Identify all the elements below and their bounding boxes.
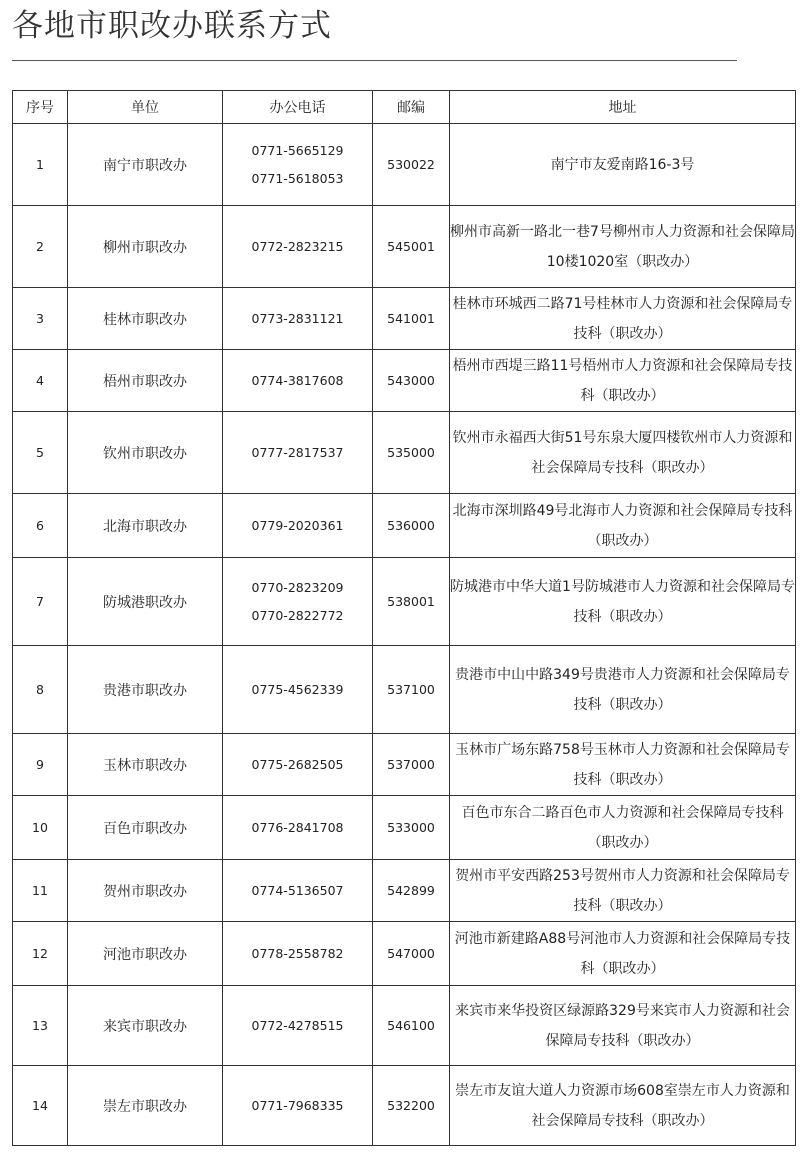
table-row bbox=[13, 558, 796, 646]
table-row bbox=[13, 734, 796, 796]
cell-unit: 柳州市职改办 bbox=[68, 206, 223, 288]
phone-number: 0772-2823215 bbox=[251, 238, 344, 254]
table-header-row bbox=[13, 91, 796, 124]
cell-zip: 547000 bbox=[373, 922, 450, 986]
cell-seq: 8 bbox=[13, 646, 68, 734]
cell-unit: 崇左市职改办 bbox=[68, 1066, 223, 1146]
cell-phone bbox=[223, 124, 373, 206]
phone-number: 0774-3817608 bbox=[251, 372, 344, 388]
cell-phone bbox=[223, 646, 373, 734]
cell-phone bbox=[223, 734, 373, 796]
cell-phone bbox=[223, 796, 373, 860]
cell-unit: 贵港市职改办 bbox=[68, 646, 223, 734]
table-row bbox=[13, 288, 796, 350]
cell-zip: 533000 bbox=[373, 796, 450, 860]
cell-seq: 3 bbox=[13, 288, 68, 350]
cell-seq: 11 bbox=[13, 860, 68, 922]
cell-zip: 536000 bbox=[373, 494, 450, 558]
cell-seq: 1 bbox=[13, 124, 68, 206]
cell-address: 贵港市中山中路349号贵港市人力资源和社会保障局专技科（职改办） bbox=[450, 646, 796, 734]
cell-unit: 玉林市职改办 bbox=[68, 734, 223, 796]
table-row bbox=[13, 350, 796, 412]
cell-address: 来宾市来华投资区绿源路329号来宾市人力资源和社会保障局专技科（职改办） bbox=[450, 986, 796, 1066]
cell-address: 柳州市高新一路北一巷7号柳州市人力资源和社会保障局10楼1020室（职改办） bbox=[450, 206, 796, 288]
table-row bbox=[13, 646, 796, 734]
cell-address: 梧州市西堤三路11号梧州市人力资源和社会保障局专技科（职改办） bbox=[450, 350, 796, 412]
cell-phone bbox=[223, 494, 373, 558]
cell-address: 崇左市友谊大道人力资源市场608室崇左市人力资源和社会保障局专技科（职改办） bbox=[450, 1066, 796, 1146]
cell-zip: 537000 bbox=[373, 734, 450, 796]
table-row bbox=[13, 1066, 796, 1146]
cell-unit: 河池市职改办 bbox=[68, 922, 223, 986]
cell-unit: 贺州市职改办 bbox=[68, 860, 223, 922]
cell-phone bbox=[223, 412, 373, 494]
cell-unit: 来宾市职改办 bbox=[68, 986, 223, 1066]
header-zip: 邮编 bbox=[373, 91, 450, 124]
cell-phone bbox=[223, 860, 373, 922]
cell-phone bbox=[223, 558, 373, 646]
cell-address: 玉林市广场东路758号玉林市人力资源和社会保障局专技科（职改办） bbox=[450, 734, 796, 796]
cell-zip: 545001 bbox=[373, 206, 450, 288]
cell-seq: 2 bbox=[13, 206, 68, 288]
table-body bbox=[13, 124, 796, 1146]
cell-address: 河池市新建路A88号河池市人力资源和社会保障局专技科（职改办） bbox=[450, 922, 796, 986]
header-phone: 办公电话 bbox=[223, 91, 373, 124]
table-row bbox=[13, 124, 796, 206]
cell-zip: 530022 bbox=[373, 124, 450, 206]
cell-seq: 9 bbox=[13, 734, 68, 796]
header-unit: 单位 bbox=[68, 91, 223, 124]
cell-address: 北海市深圳路49号北海市人力资源和社会保障局专技科（职改办） bbox=[450, 494, 796, 558]
cell-seq: 12 bbox=[13, 922, 68, 986]
cell-zip: 532200 bbox=[373, 1066, 450, 1146]
table-row bbox=[13, 922, 796, 986]
phone-number: 0771-5618053 bbox=[251, 170, 344, 186]
cell-address: 桂林市环城西二路71号桂林市人力资源和社会保障局专技科（职改办） bbox=[450, 288, 796, 350]
cell-seq: 4 bbox=[13, 350, 68, 412]
cell-phone bbox=[223, 350, 373, 412]
page-title: 各地市职改办联系方式 bbox=[12, 8, 332, 44]
cell-unit: 梧州市职改办 bbox=[68, 350, 223, 412]
title-divider bbox=[12, 60, 737, 61]
phone-number: 0770-2822772 bbox=[251, 607, 344, 623]
table-row bbox=[13, 412, 796, 494]
cell-address: 钦州市永福西大街51号东泉大厦四楼钦州市人力资源和社会保障局专技科（职改办） bbox=[450, 412, 796, 494]
contacts-table bbox=[12, 90, 796, 1146]
cell-unit: 钦州市职改办 bbox=[68, 412, 223, 494]
cell-phone bbox=[223, 206, 373, 288]
phone-number: 0778-2558782 bbox=[251, 945, 344, 961]
phone-number: 0775-2682505 bbox=[251, 756, 344, 772]
phone-number: 0772-4278515 bbox=[251, 1017, 344, 1033]
cell-seq: 10 bbox=[13, 796, 68, 860]
table-row bbox=[13, 206, 796, 288]
cell-phone bbox=[223, 1066, 373, 1146]
cell-unit: 桂林市职改办 bbox=[68, 288, 223, 350]
header-seq: 序号 bbox=[13, 91, 68, 124]
cell-unit: 北海市职改办 bbox=[68, 494, 223, 558]
phone-number: 0776-2841708 bbox=[251, 819, 344, 835]
table-row bbox=[13, 494, 796, 558]
phone-number: 0774-5136507 bbox=[251, 882, 344, 898]
cell-phone bbox=[223, 922, 373, 986]
cell-zip: 546100 bbox=[373, 986, 450, 1066]
cell-zip: 542899 bbox=[373, 860, 450, 922]
header-address: 地址 bbox=[450, 91, 796, 124]
cell-unit: 防城港职改办 bbox=[68, 558, 223, 646]
cell-zip: 543000 bbox=[373, 350, 450, 412]
phone-number: 0779-2020361 bbox=[251, 517, 344, 533]
cell-address: 百色市东合二路百色市人力资源和社会保障局专技科（职改办） bbox=[450, 796, 796, 860]
cell-seq: 6 bbox=[13, 494, 68, 558]
cell-unit: 百色市职改办 bbox=[68, 796, 223, 860]
cell-seq: 13 bbox=[13, 986, 68, 1066]
cell-seq: 7 bbox=[13, 558, 68, 646]
phone-number: 0770-2823209 bbox=[251, 579, 344, 595]
cell-seq: 5 bbox=[13, 412, 68, 494]
cell-zip: 535000 bbox=[373, 412, 450, 494]
phone-number: 0771-5665129 bbox=[251, 142, 344, 158]
table-row bbox=[13, 986, 796, 1066]
phone-number: 0773-2831121 bbox=[251, 310, 344, 326]
phone-number: 0771-7968335 bbox=[251, 1097, 344, 1113]
phone-number: 0777-2817537 bbox=[251, 444, 344, 460]
cell-address: 贺州市平安西路253号贺州市人力资源和社会保障局专技科（职改办） bbox=[450, 860, 796, 922]
cell-seq: 14 bbox=[13, 1066, 68, 1146]
table-row bbox=[13, 860, 796, 922]
cell-zip: 537100 bbox=[373, 646, 450, 734]
cell-address: 南宁市友爱南路16-3号 bbox=[450, 124, 796, 206]
cell-phone bbox=[223, 288, 373, 350]
cell-phone bbox=[223, 986, 373, 1066]
table-row bbox=[13, 796, 796, 860]
cell-address: 防城港市中华大道1号防城港市人力资源和社会保障局专技科（职改办） bbox=[450, 558, 796, 646]
cell-zip: 538001 bbox=[373, 558, 450, 646]
cell-zip: 541001 bbox=[373, 288, 450, 350]
cell-unit: 南宁市职改办 bbox=[68, 124, 223, 206]
phone-number: 0775-4562339 bbox=[251, 681, 344, 697]
